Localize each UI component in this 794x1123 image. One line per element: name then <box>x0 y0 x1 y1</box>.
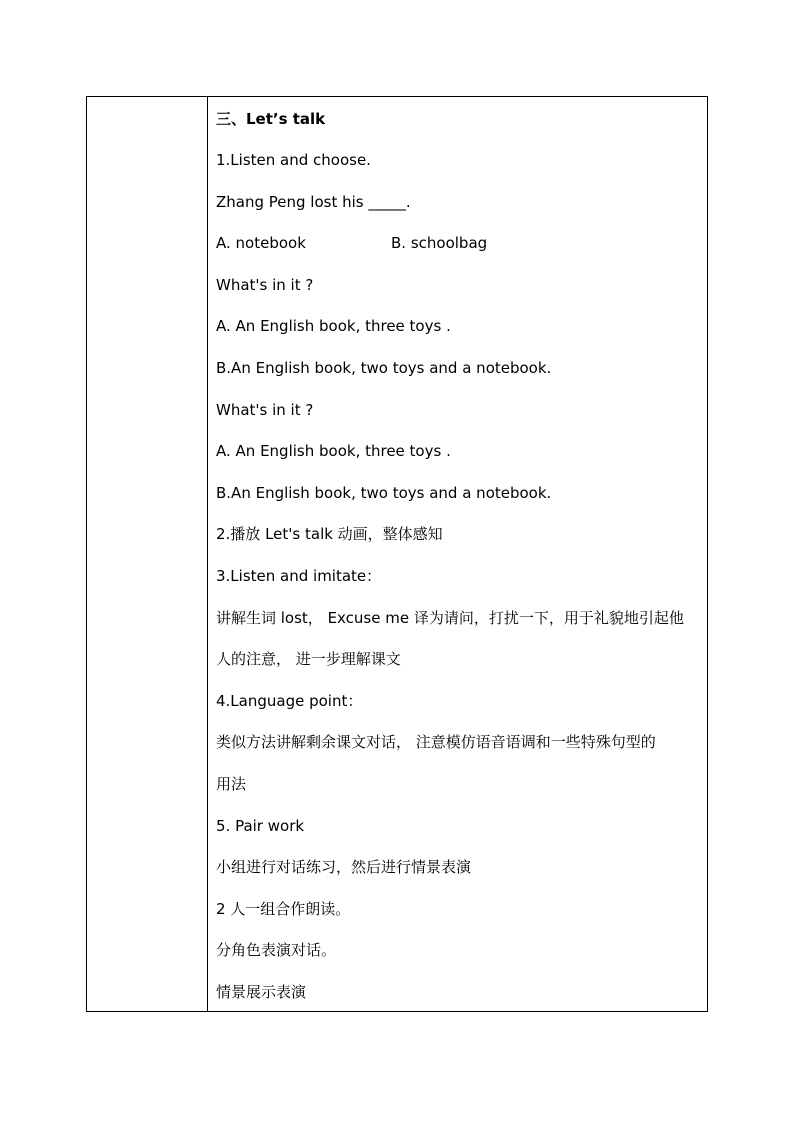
step-5-text-4: 情景展示表演 <box>216 983 307 1001</box>
step-5-text-1: 小组进行对话练习，然后进行情景表演 <box>216 858 472 876</box>
question-1-options <box>216 233 616 253</box>
step-5-title: 5. Pair work <box>216 817 305 835</box>
q3-option-a: A. An English book, three toys . <box>216 442 451 460</box>
section-heading: 三、Let’s talk <box>216 110 326 128</box>
q1-option-b: B. schoolbag <box>391 234 488 252</box>
question-1: Zhang Peng lost his _____. <box>216 193 411 211</box>
step-5-text-3: 分角色表演对话。 <box>216 941 337 959</box>
q3-option-b: B.An English book, two toys and a notebook. <box>216 484 552 502</box>
step-4-title: 4.Language point： <box>216 692 363 710</box>
step-4-text-line-1: 类似方法讲解剩余课文对话， 注意模仿语音语调和一些特殊句型的 <box>216 733 656 751</box>
step-3-text-line-1: 讲解生词 lost， Excuse me 译为请问，打扰一下，用于礼貌地引起他 <box>216 609 684 627</box>
step-3-title: 3.Listen and imitate： <box>216 567 382 585</box>
q2-option-a: A. An English book, three toys . <box>216 317 451 335</box>
step-3-text-line-2: 人的注意， 进一步理解课文 <box>216 650 401 668</box>
left-column-cell <box>87 97 208 1011</box>
step-4-text-line-2: 用法 <box>216 775 247 793</box>
step-5-text-2: 2 人一组合作朗读。 <box>216 900 351 918</box>
step-1-title: 1.Listen and choose. <box>216 151 371 169</box>
content-cell <box>208 97 707 1011</box>
question-3: What's in it ? <box>216 401 314 419</box>
lesson-table <box>86 96 708 1012</box>
q2-option-b: B.An English book, two toys and a notebook. <box>216 359 552 377</box>
question-2: What's in it ? <box>216 276 314 294</box>
step-2-title: 2.播放 Let's talk 动画，整体感知 <box>216 525 443 543</box>
q1-option-a: A. notebook <box>216 234 306 252</box>
